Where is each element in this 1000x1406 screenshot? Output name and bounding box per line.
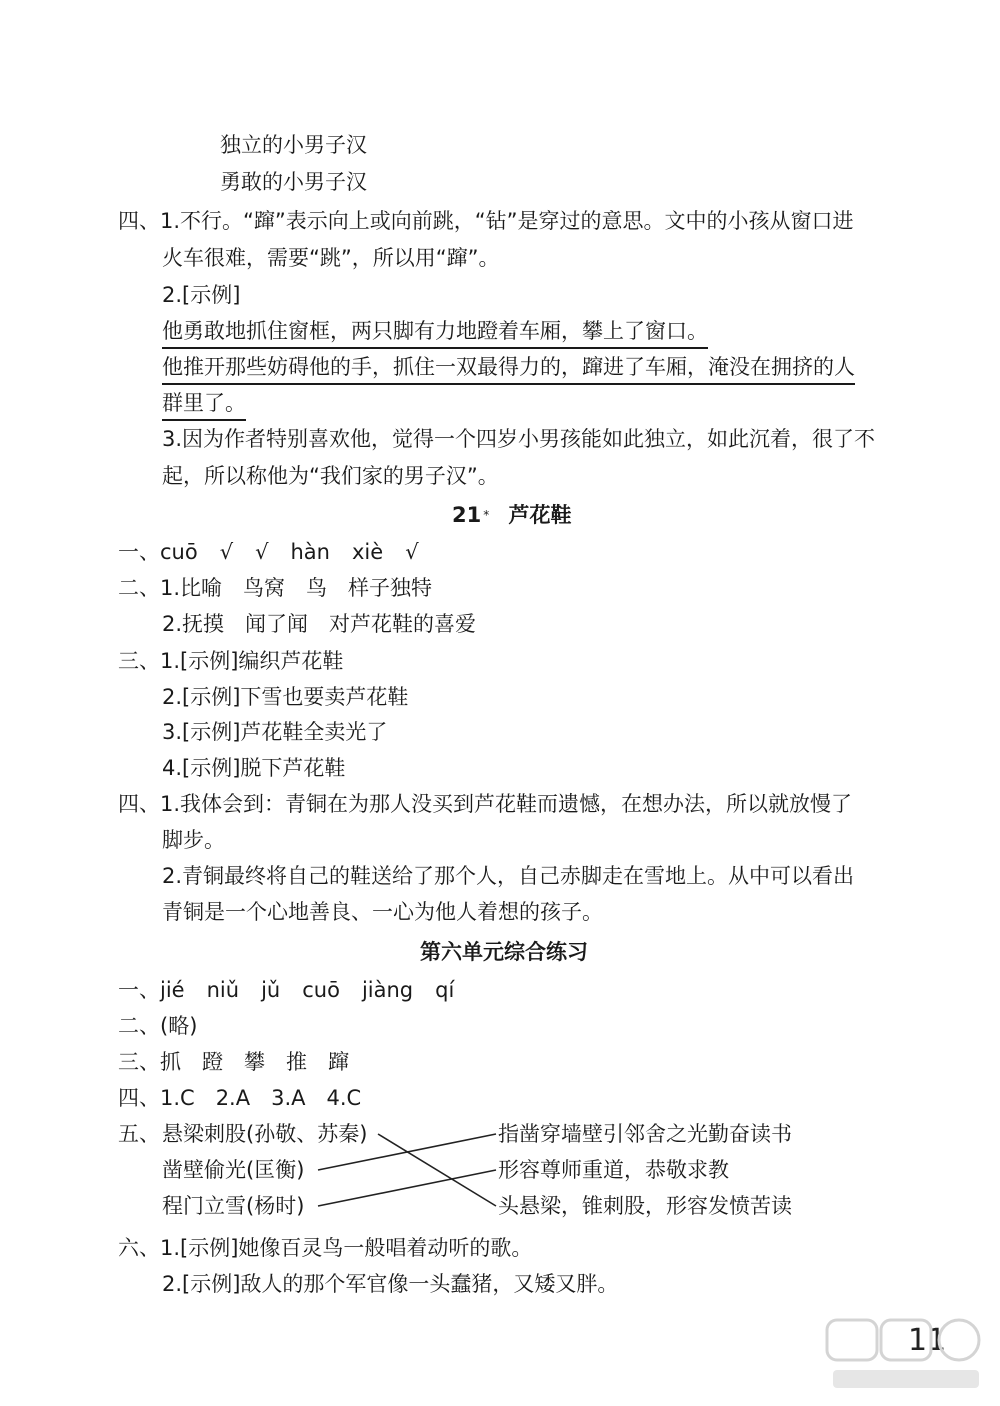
underlined-answer: 他勇敢地抓住窗框，两只脚有力地蹬着车厢，攀上了窗口。 [162,317,708,349]
underlined-answer: 群里了。 [162,389,246,421]
answer-line: 4.[示例]脱下芦花鞋 [162,756,346,780]
underlined-answer: 他推开那些妨碍他的手，抓住一双最得力的，蹿进了车厢，淹没在拥挤的人 [162,353,855,385]
answer-line: 四、1.我体会到：青铜在为那人没买到芦花鞋而遗憾，在想办法，所以就放慢了 [118,792,853,816]
answer-item: √ [219,540,234,564]
unit-title: 第六单元综合练习 [420,940,588,964]
answer-line: 火车很难，需要“跳”，所以用“蹿”。 [162,246,500,270]
answer-line: 起，所以称他为“我们家的男子汉”。 [162,464,499,488]
answer-line: 六、1.[示例]她像百灵鸟一般唱着动听的歌。 [118,1236,533,1260]
match-line [318,1170,496,1206]
pinyin-item: cuō [302,978,340,1002]
pinyin-item: jié [160,978,185,1002]
answer-line: 2.[示例]敌人的那个军官像一头蠢猪，又矮又胖。 [162,1272,619,1296]
match-right-item: 形容尊师重道，恭敬求教 [498,1158,729,1182]
answer-item: cuō [160,540,198,564]
match-left-item: 程门立雪(杨时) [162,1194,305,1218]
answer-line: 2.[示例] [162,283,241,307]
pinyin-item: niǔ [206,978,240,1002]
question-prefix: 一、 [118,540,160,564]
answer-line: 三、1.[示例]编织芦花鞋 [118,649,344,673]
match-right-item: 头悬梁，锥刺股，形容发愤苦读 [498,1194,792,1218]
match-line [318,1134,496,1170]
text-line: 独立的小男子汉 [220,133,367,157]
answer-line: 三、抓 蹬 攀 推 蹿 [118,1050,349,1074]
question-prefix: 五、 [118,1122,160,1146]
question-prefix: 一、 [118,978,160,1002]
text-line: 勇敢的小男子汉 [220,170,367,194]
pinyin-item: jiàng [361,978,414,1002]
answer-line: 四、1.不行。“蹿”表示向上或向前跳，“钻”是穿过的意思。文中的小孩从窗口进 [118,209,854,233]
pinyin-item: qí [435,978,455,1002]
answer-item: hàn [290,540,330,564]
match-left-item: 凿壁偷光(匡衡) [162,1158,305,1182]
match-line [378,1134,496,1206]
watermark-logo [825,1316,985,1396]
answer-line: 四、1.C 2.A 3.A 4.C [118,1086,362,1110]
answer-line: 二、(略) [118,1014,198,1038]
answer-item: √ [405,540,419,564]
answer-line: 青铜是一个心地善良、一心为他人着想的孩子。 [162,900,603,924]
lesson-number: 21 [452,503,482,527]
answer-line: 2.青铜最终将自己的鞋送给了那个人，自己赤脚走在雪地上。从中可以看出 [162,864,855,888]
lesson-mark: * [483,508,490,522]
pinyin-item: jǔ [261,978,281,1002]
answer-item: √ [255,540,269,564]
answer-line: 脚步。 [162,828,225,852]
answer-line: 2.[示例]下雪也要卖芦花鞋 [162,685,409,709]
match-left-item: 悬梁刺股(孙敬、苏秦) [162,1122,368,1146]
answer-item: xiè [352,540,384,564]
answer-line: 二、1.比喻 鸟窝 鸟 样子独特 [118,576,433,600]
match-right-item: 指凿穿墙壁引邻舍之光勤奋读书 [498,1122,792,1146]
page-number: 11 [908,1323,947,1358]
answer-line: 3.[示例]芦花鞋全卖光了 [162,720,388,744]
answer-line: 2.抚摸 闻了闻 对芦花鞋的喜爱 [162,612,477,636]
answer-line: 3.因为作者特别喜欢他，觉得一个四岁小男孩能如此独立，如此沉着，很了不 [162,427,876,451]
lesson-name: 芦花鞋 [508,503,572,527]
